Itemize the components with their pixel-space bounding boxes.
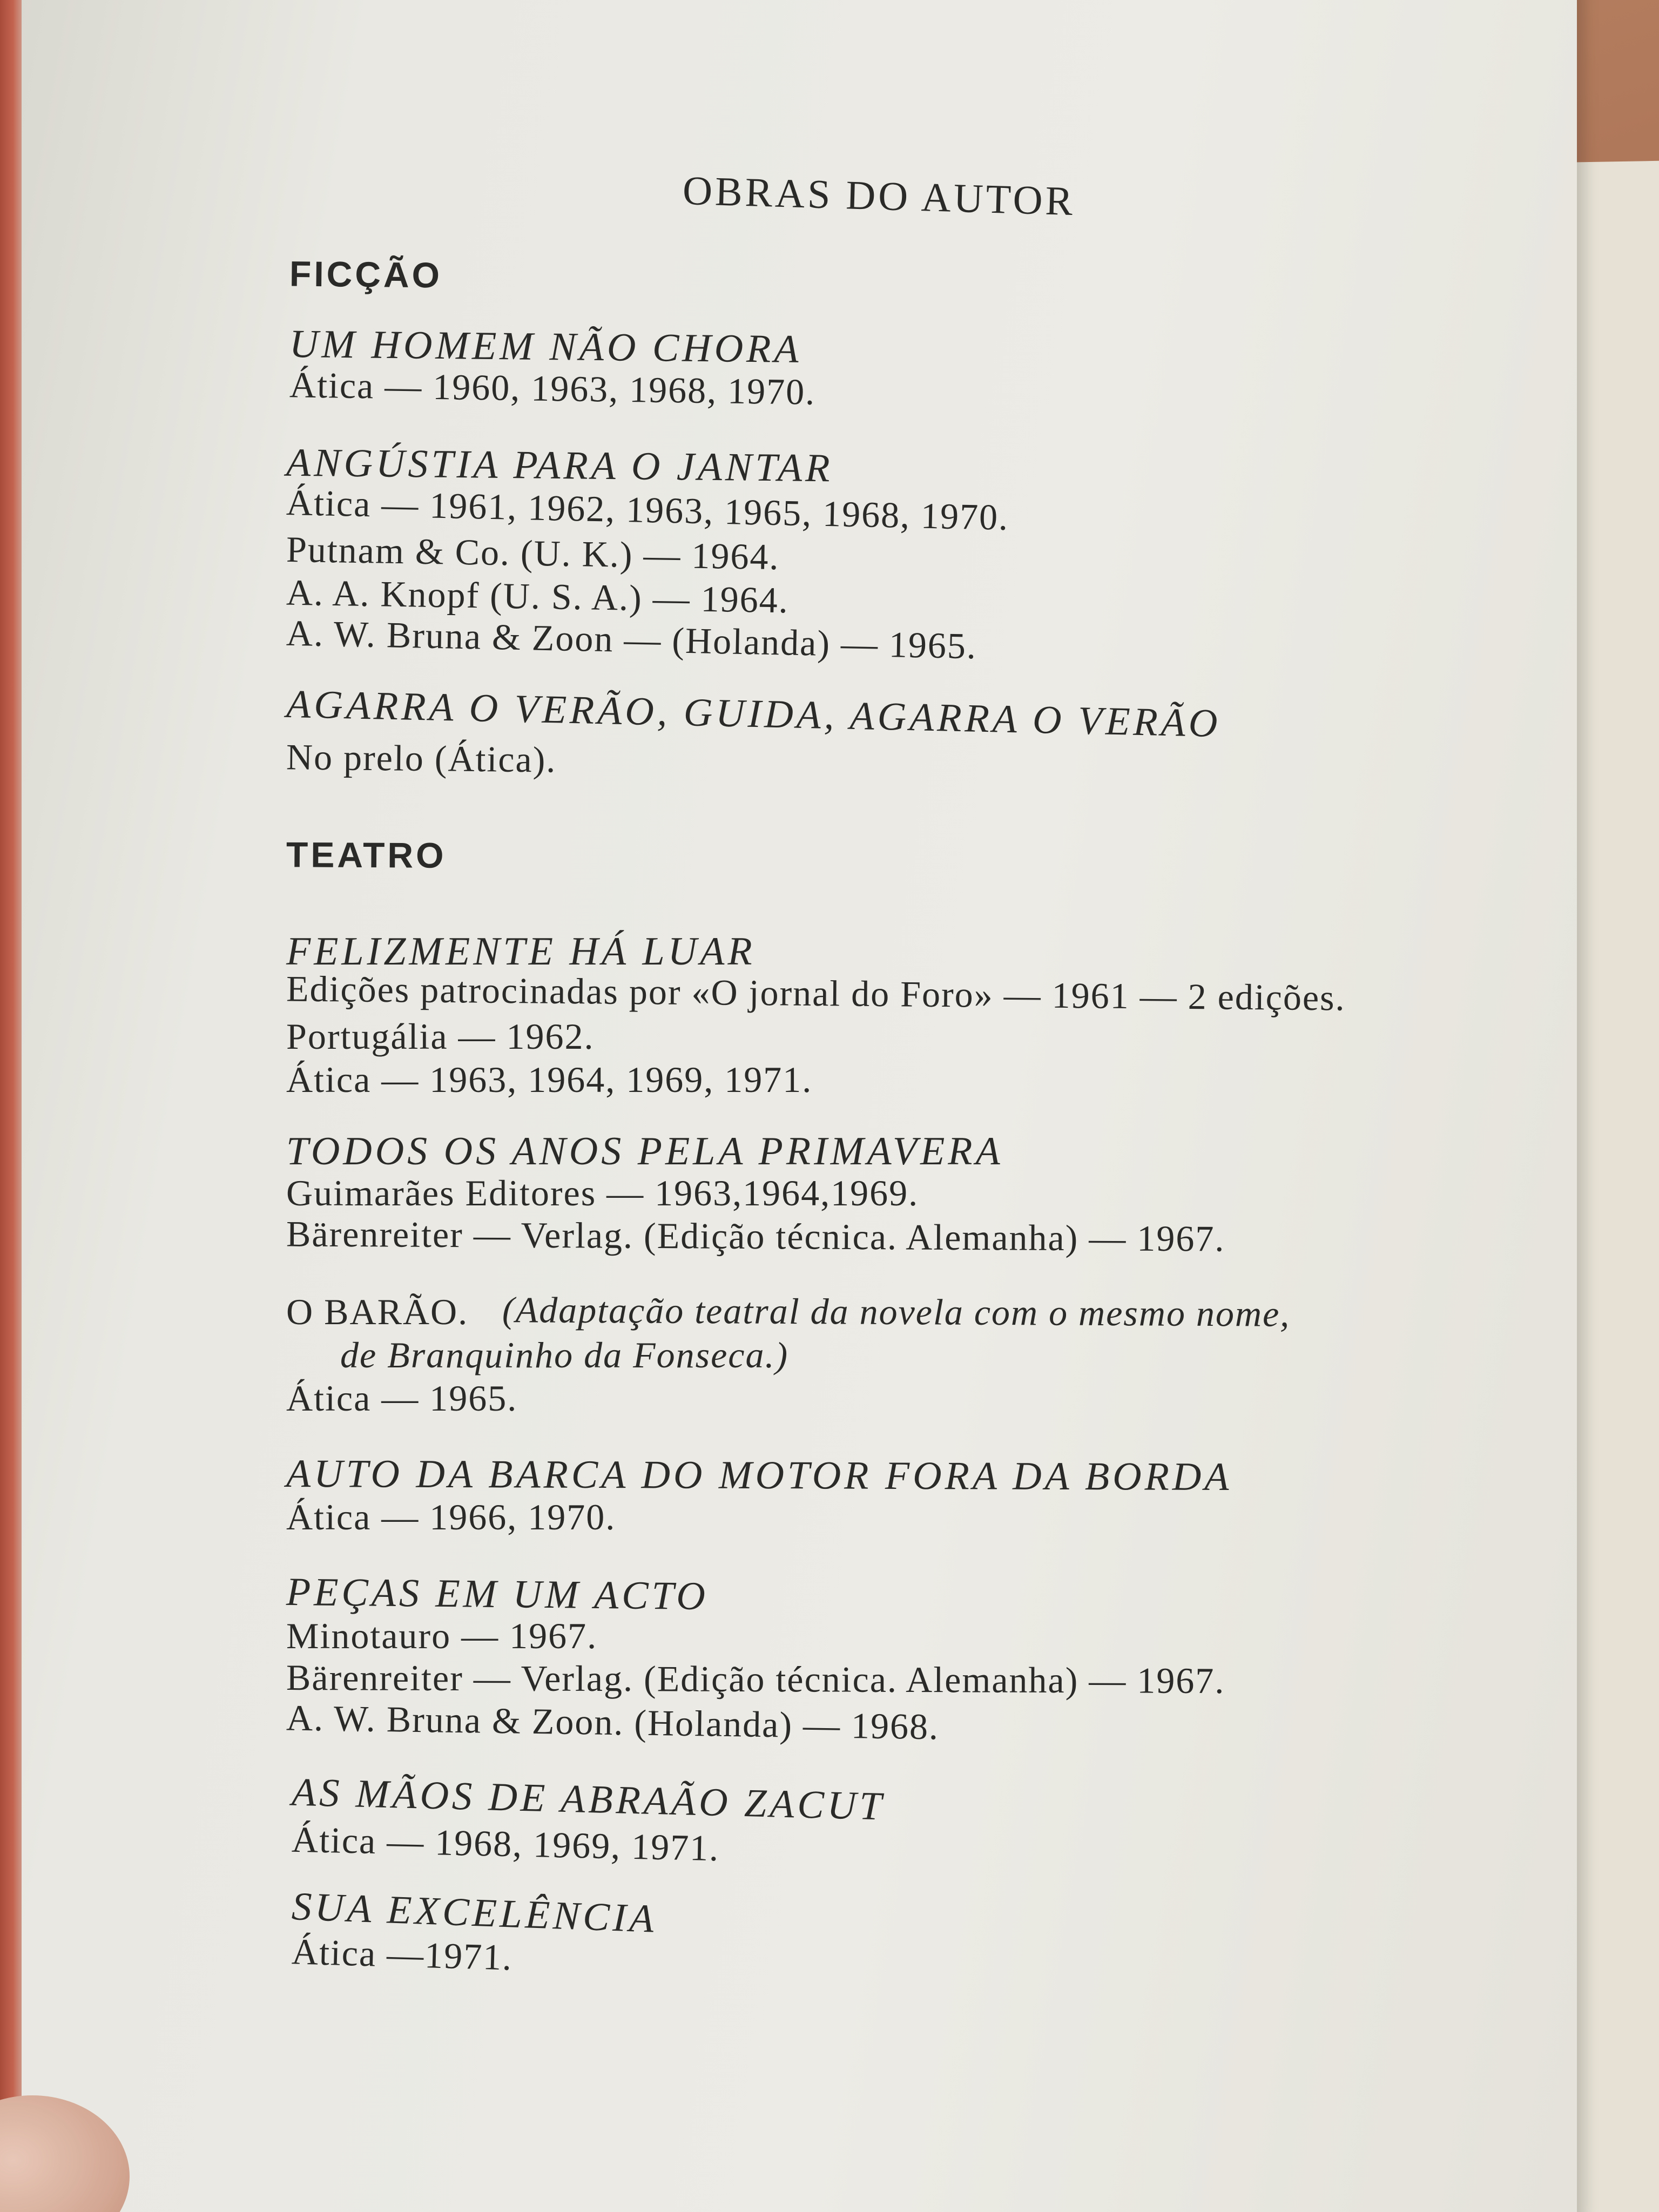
show-through-text [761, 864, 777, 920]
work-title: PEÇAS EM UM ACTO [286, 1569, 709, 1619]
edition-line: No prelo (Ática). [286, 736, 557, 780]
edition-line: Ática — 1966, 1970. [286, 1496, 616, 1537]
edition-line: Ática — 1960, 1963, 1968, 1970. [289, 364, 816, 413]
edition-line: Bärenreiter — Verlag. (Edição técnica. Alemanha) — 1967. [286, 1213, 1225, 1259]
edition-line: Minotauro — 1967. [286, 1615, 598, 1656]
section-heading-ficcao: FICÇÃO [289, 253, 443, 295]
work-title: SUA EXCELÊNCIA [291, 1884, 658, 1941]
work-title: AS MÃOS DE ABRAÃO ZACUT [291, 1770, 886, 1829]
edition-line: Ática — 1961, 1962, 1963, 1965, 1968, 1970. [286, 481, 1009, 538]
work-title: FELIZMENTE HÁ LUAR [286, 929, 756, 974]
edition-line: Bärenreiter — Verlag. (Edição técnica. Alemanha) — 1967. [286, 1656, 1225, 1702]
edition-line: Portugália — 1962. [286, 1016, 595, 1057]
section-heading-teatro: TEATRO [286, 834, 447, 875]
edition-line: Ática —1971. [291, 1931, 514, 1978]
page-title: OBRAS DO AUTOR [682, 167, 1076, 225]
edition-line: A. W. Bruna & Zoon — (Holanda) — 1965. [286, 612, 977, 667]
work-title: AGARRA O VERÃO, GUIDA, AGARRA O VERÃO [286, 682, 1222, 746]
work-title: TODOS OS ANOS PELA PRIMAVERA [286, 1129, 1003, 1174]
work-note: (Adaptação teatral da novela com o mesmo nome, [502, 1289, 1291, 1334]
book-page [22, 0, 1577, 2212]
work-title: AUTO DA BARCA DO MOTOR FORA DA BORDA [286, 1451, 1232, 1500]
work-title: ANGÚSTIA PARA O JANTAR [286, 440, 833, 491]
work-title: UM HOMEM NÃO CHORA [289, 322, 802, 372]
edition-line: Guimarães Editores — 1963,1964,1969. [286, 1172, 919, 1213]
edition-line: A. W. Bruna & Zoon. (Holanda) — 1968. [286, 1697, 940, 1748]
edition-line: Ática — 1968, 1969, 1971. [291, 1818, 720, 1869]
edition-line: Ática — 1965. [286, 1378, 518, 1419]
edition-line: Ática — 1963, 1964, 1969, 1971. [286, 1059, 813, 1100]
work-note: de Branquinho da Fonseca.) [340, 1334, 789, 1375]
work-title: O BARÃO. [286, 1291, 469, 1332]
edition-line: A. A. Knopf (U. S. A.) — 1964. [286, 571, 790, 621]
edition-line: Edições patrocinadas por «O jornal do Foro» — 1961 — 2 edições. [286, 968, 1346, 1019]
edition-line: Putnam & Co. (U. K.) — 1964. [286, 528, 780, 578]
